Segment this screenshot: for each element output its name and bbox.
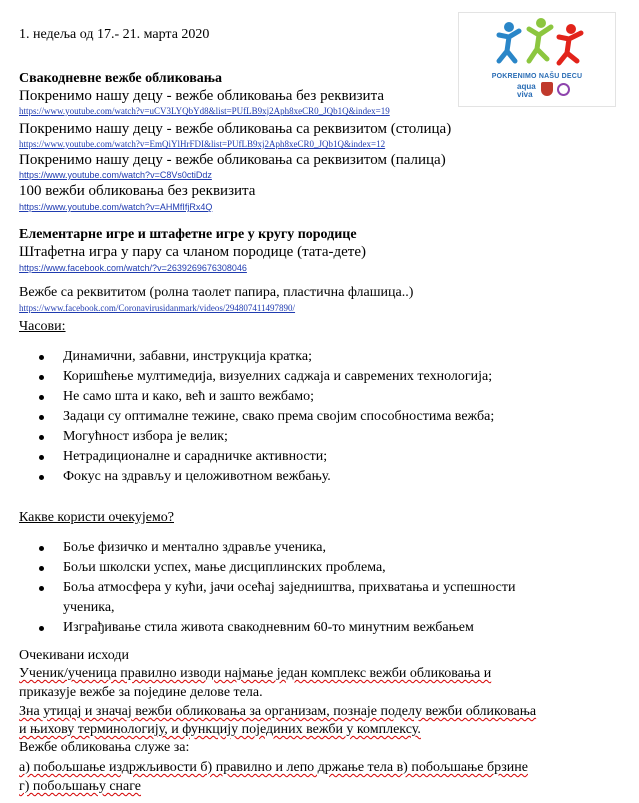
ring-emblem-icon [557, 83, 570, 96]
serbia-coat-of-arms-icon [541, 82, 553, 96]
video-link[interactable]: https://www.youtube.com/watch?v=AHMfIfjRx4Q [19, 202, 213, 212]
list-item: Боља атмосфера у кући, јачи осећај заједништва, прихватања и успешности [19, 578, 515, 598]
list-item: Бољи школски успех, мање дисциплинских проблема, [19, 558, 515, 578]
classes-list [19, 347, 494, 487]
outcome-line: Вежбе обликовања служе за: [19, 740, 190, 755]
list-item: Не само шта и како, већ и зашто вежбамо; [19, 387, 494, 407]
item-text: 100 вежби обликовања без реквизита [19, 183, 256, 199]
video-link[interactable]: https://www.youtube.com/watch?v=EmQiYlHrFDI&list=PUfLB9xj2Aph8xeCR0_JQb1Q&index=12 [19, 139, 386, 149]
list-item: Задаци су оптималне тежине, свако према својим способностима вежба; [19, 407, 494, 427]
outcomes-heading: Очекивани исходи [19, 648, 129, 663]
list-item: Коришћење мултимедија, визуелних саджаја и савремених технологија; [19, 367, 494, 387]
list-item: Изграђивање стила живота свакодневним 60-то минутним вежбањем [19, 618, 515, 638]
benefits-list [19, 538, 515, 638]
section-heading-daily-exercises: Свакодневне вежбе обликовања [19, 71, 222, 86]
video-link[interactable]: https://www.facebook.com/Coronavirusidanmark/videos/294807411497890/ [19, 303, 296, 313]
outcome-line: и њихову терминологију, и функцију појединих вежби у комплексу. [19, 722, 421, 737]
item-text: Покренимо нашу децу - вежбе обликовања са реквизитом (столица) [19, 121, 452, 137]
item-text: Покренимо нашу децу - вежбе обликовања без реквизита [19, 88, 384, 104]
logo-caption: POKRENIMO NAŠU DECU [491, 73, 583, 80]
outcome-line: а) побољшање издржљивости б) правилно и лепо држање тела в) побољшање брзине [19, 760, 528, 775]
pokrenimo-logo [458, 12, 616, 107]
item-text: Вежбе са реквититом (ролна таолет папира, пластична флашица..) [19, 285, 414, 300]
list-item: Фокус на здрављу и целоживотном вежбању. [19, 467, 494, 487]
week-date-line: 1. недеља од 17.- 21. марта 2020 [19, 27, 210, 42]
video-link[interactable]: https://www.facebook.com/watch/?v=2639269676308046 [19, 263, 247, 273]
outcome-line: г) побољшању снаге [19, 779, 142, 794]
outcome-line: Ученик/ученица правилно изводи најмање један комплекс вежби обликовања и [19, 666, 492, 681]
video-link[interactable]: https://www.youtube.com/watch?v=C8Vs0ctiDdz [19, 170, 212, 180]
outcome-line: Зна утицај и значај вежби обликовања за организам, познаје поделу вежби обликовања [19, 704, 537, 719]
classes-heading: Часови: [19, 319, 66, 334]
list-item-continuation: ученика, [63, 600, 115, 615]
benefits-heading: Какве користи очекујемо? [19, 510, 174, 525]
running-figures-icon [459, 13, 615, 73]
item-text: Штафетна игра у пару са чланом породице (тата-дете) [19, 244, 366, 260]
list-item: Нетрадиционалне и сарадничке активности; [19, 447, 494, 467]
list-item: Динамични, забавни, инструкција кратка; [19, 347, 494, 367]
item-text: Покренимо нашу децу - вежбе обликовања са реквизитом (палица) [19, 152, 446, 168]
aqua-viva-logo: aqua viva [517, 82, 536, 99]
section-heading-elementary-games: Елементарне игре и штафетне игре у кругу породице [19, 227, 357, 242]
outcome-line: приказује вежбе за поједине делове тела. [19, 685, 263, 700]
video-link[interactable]: https://www.youtube.com/watch?v=uCV3LYQbYd8&list=PUfLB9xj2Aph8xeCR0_JQb1Q&index=19 [19, 106, 390, 116]
list-item: Боље физичко и ментално здравље ученика, [19, 538, 515, 558]
list-item: Могућност избора је велик; [19, 427, 494, 447]
